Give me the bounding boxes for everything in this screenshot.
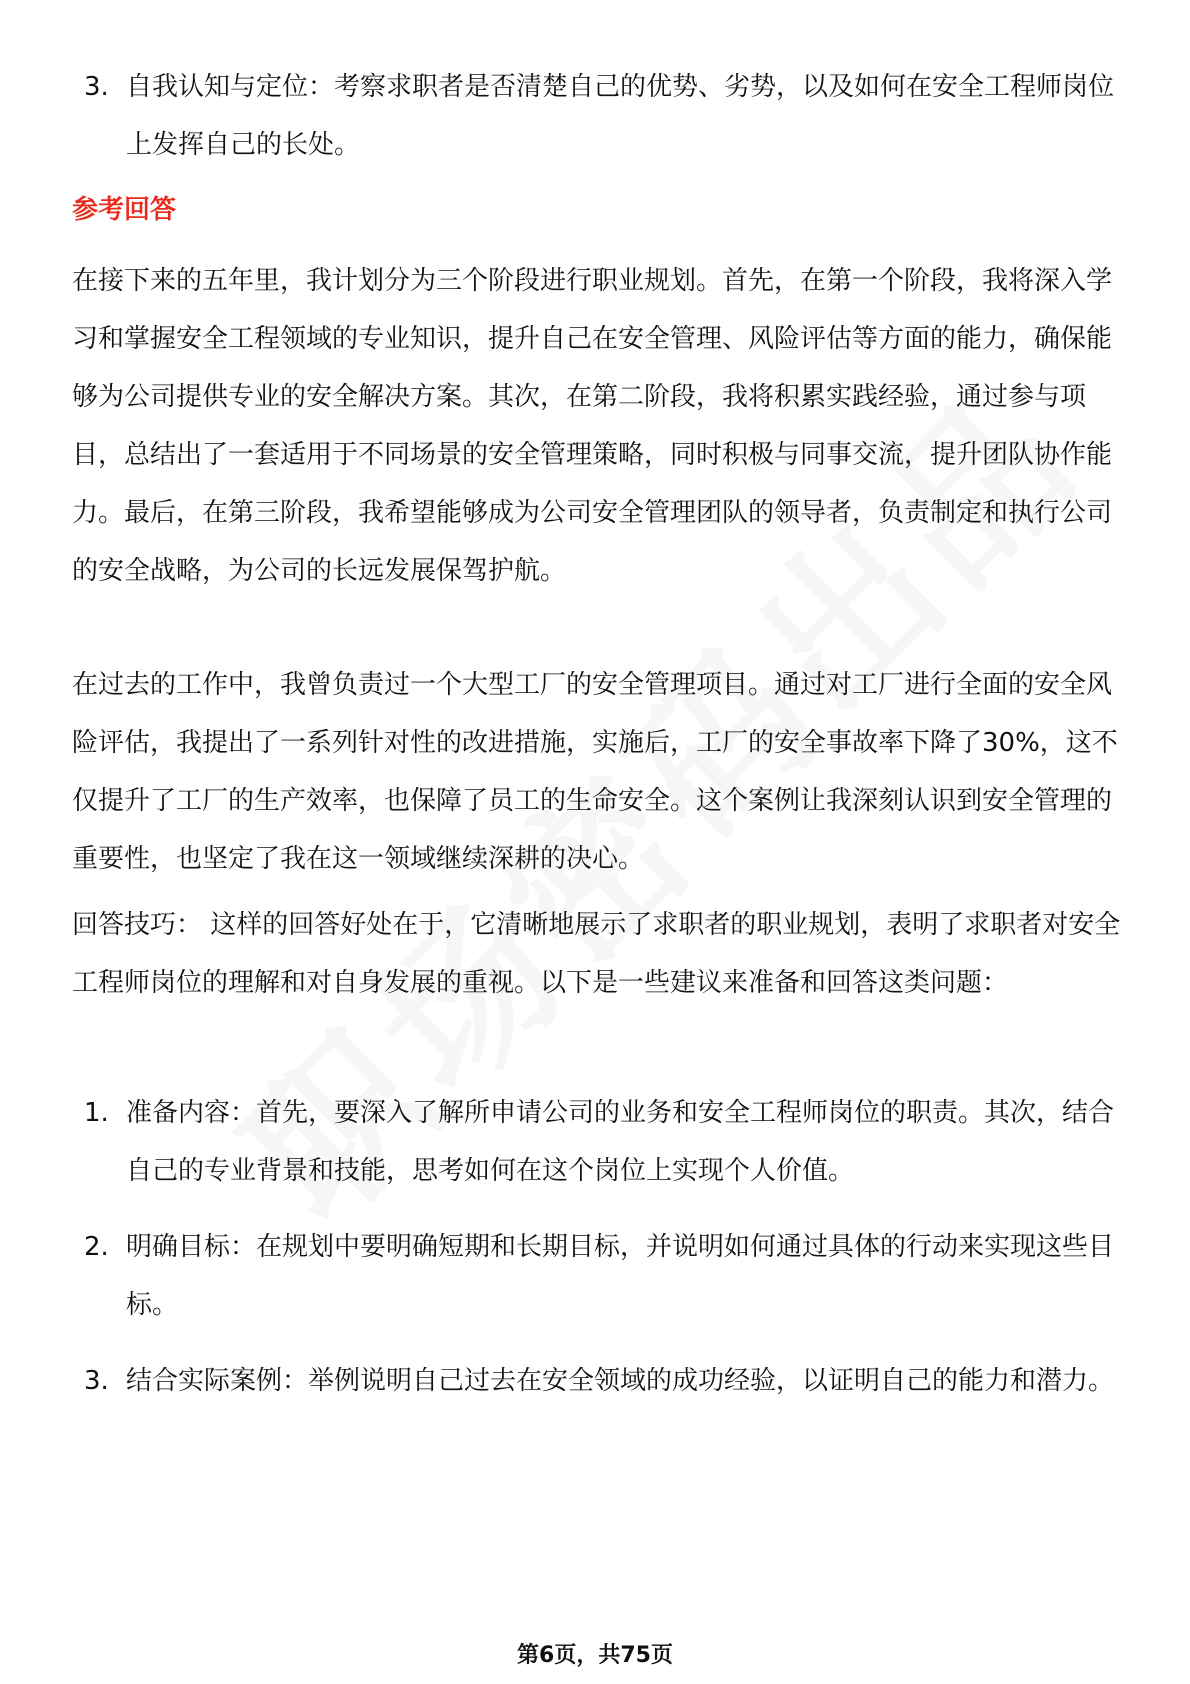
answer-paragraph-plan: 在接下来的五年里，我计划分为三个阶段进行职业规划。首先，在第一个阶段，我将深入学习和掌握安全工程领域的专业知识，提升自己在安全管理、风险评估等方面的能力，确保能够为公司提供专业的安全解决方案。其次，在第二阶段，我将积累实践经验，通过参与项目，总结出了一套适用于不同场景的安全管理策略，同时积极与同事交流，提升团队协作能力。最后，在第三阶段，我希望能够成为公司安全管理团队的领导者，负责制定和执行公司的安全战略，为公司的长远发展保驾护航。 [72,266,1113,586]
list-item-number: 2. [84,1232,109,1262]
answer-tips-paragraph: 回答技巧： 这样的回答好处在于，它清晰地展示了求职者的职业规划，表明了求职者对安全工程师岗位的理解和对自身发展的重视。以下是一些建议来准备和回答这类问题： [72,910,1121,998]
list-item-number: 3. [84,72,109,102]
list-item-text: 明确目标：在规划中要明确短期和长期目标，并说明如何通过具体的行动来实现这些目标。 [126,1232,1115,1320]
reference-answer-heading: 参考回答 [72,195,177,225]
list-item-text: 结合实际案例：举例说明自己过去在安全领域的成功经验，以证明自己的能力和潜力。 [126,1366,1115,1396]
page-footer: 第6页，共75页 [517,1643,673,1668]
list-item-text: 自我认知与定位：考察求职者是否清楚自己的优势、劣势，以及如何在安全工程师岗位上发挥自己的长处。 [126,72,1115,160]
list-item [72,58,1122,174]
list-item-number: 1. [84,1098,109,1128]
answer-paragraph-case: 在过去的工作中，我曾负责过一个大型工厂的安全管理项目。通过对工厂进行全面的安全风险评估，我提出了一系列针对性的改进措施，实施后，工厂的安全事故率下降了30%，这不仅提升了工厂的生产效率，也保障了员工的生命安全。这个案例让我深刻认识到安全管理的重要性，也坚定了我在这一领域继续深耕的决心。 [72,670,1118,874]
list-item-text: 准备内容：首先，要深入了解所申请公司的业务和安全工程师岗位的职责。其次，结合自己的专业背景和技能，思考如何在这个岗位上实现个人价值。 [126,1098,1115,1186]
list-item [72,1218,1122,1334]
list-item-number: 3. [84,1366,109,1396]
list-item [72,1352,1122,1410]
list-item [72,1084,1122,1200]
